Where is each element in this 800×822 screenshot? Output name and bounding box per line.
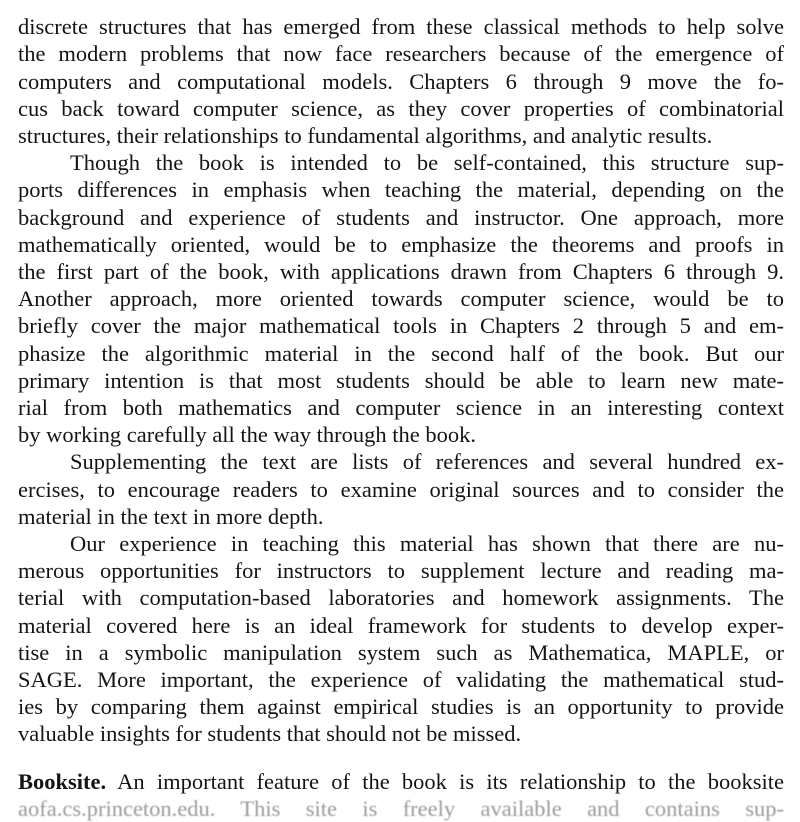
text-line: the modern problems that now face researchers because of the emergence of xyxy=(18,41,784,67)
text-line: Though the book is intended to be self-contained, this structure sup- xyxy=(70,150,784,176)
text-line: Another approach, more oriented towards computer science, would be to xyxy=(18,286,784,312)
text-line: valuable insights for students that should not be missed. xyxy=(18,721,522,747)
text-line: by working carefully all the way through the book. xyxy=(18,422,477,448)
text-line: structures, their relationships to fundamental algorithms, and analytic results. xyxy=(18,123,713,149)
text-line xyxy=(18,768,784,795)
text-line: computers and computational models. Chapters 6 through 9 move the fo- xyxy=(18,68,784,94)
section-gap xyxy=(18,748,784,768)
text-line: phasize the algorithmic material in the second half of the book. But our xyxy=(18,340,784,366)
text-line: SAGE. More important, the experience of validating the mathematical stud- xyxy=(18,667,784,693)
text-line: mathematically oriented, would be to emphasize the theorems and proofs in xyxy=(18,231,784,257)
text-line: tise in a symbolic manipulation system such as Mathematica, MAPLE, or xyxy=(18,639,784,665)
text-line: merous opportunities for instructors to supplement lecture and reading ma- xyxy=(18,558,784,584)
paragraph-experience xyxy=(18,530,784,748)
text-line: background and experience of students and instructor. One approach, more xyxy=(18,204,784,230)
text-line: primary intention is that most students should be able to learn new mate- xyxy=(18,367,784,393)
booksite-heading: Booksite. xyxy=(18,768,107,794)
paragraph-emphasis xyxy=(18,149,784,448)
text-line: material covered here is an ideal framework for students to develop exper- xyxy=(18,612,784,638)
text-line: rial from both mathematics and computer science in an interesting context xyxy=(18,395,784,421)
text-line: ercises, to encourage readers to examine original sources and to consider the xyxy=(18,476,784,502)
booksite-text: An important feature of the book is its relationship to the booksite xyxy=(106,768,784,794)
text-line: material in the text in more depth. xyxy=(18,503,324,529)
text-line: briefly cover the major mathematical tools in Chapters 2 through 5 and em- xyxy=(18,313,784,339)
text-line: ies by comparing them against empirical studies is an opportunity to provide xyxy=(18,694,784,720)
text-line-cut-off: aofa.cs.princeton.edu. This site is freely available and contains sup- xyxy=(18,795,784,821)
paragraph-overview xyxy=(18,0,784,149)
text-line: discrete structures that has emerged from these classical methods to help solve xyxy=(18,14,784,40)
paragraph-booksite xyxy=(18,768,784,822)
text-line: Supplementing the text are lists of references and several hundred ex- xyxy=(70,449,784,475)
text-line: Our experience in teaching this material has shown that there are nu- xyxy=(70,531,784,557)
document-page xyxy=(18,0,784,822)
text-line: terial with computation-based laboratories and homework assignments. The xyxy=(18,585,784,611)
text-line: cus back toward computer science, as they cover properties of combinatorial xyxy=(18,95,784,121)
paragraph-supplementing xyxy=(18,448,784,530)
text-line: ports differences in emphasis when teaching the material, depending on the xyxy=(18,177,784,203)
text-line: the first part of the book, with applications drawn from Chapters 6 through 9. xyxy=(18,259,784,285)
